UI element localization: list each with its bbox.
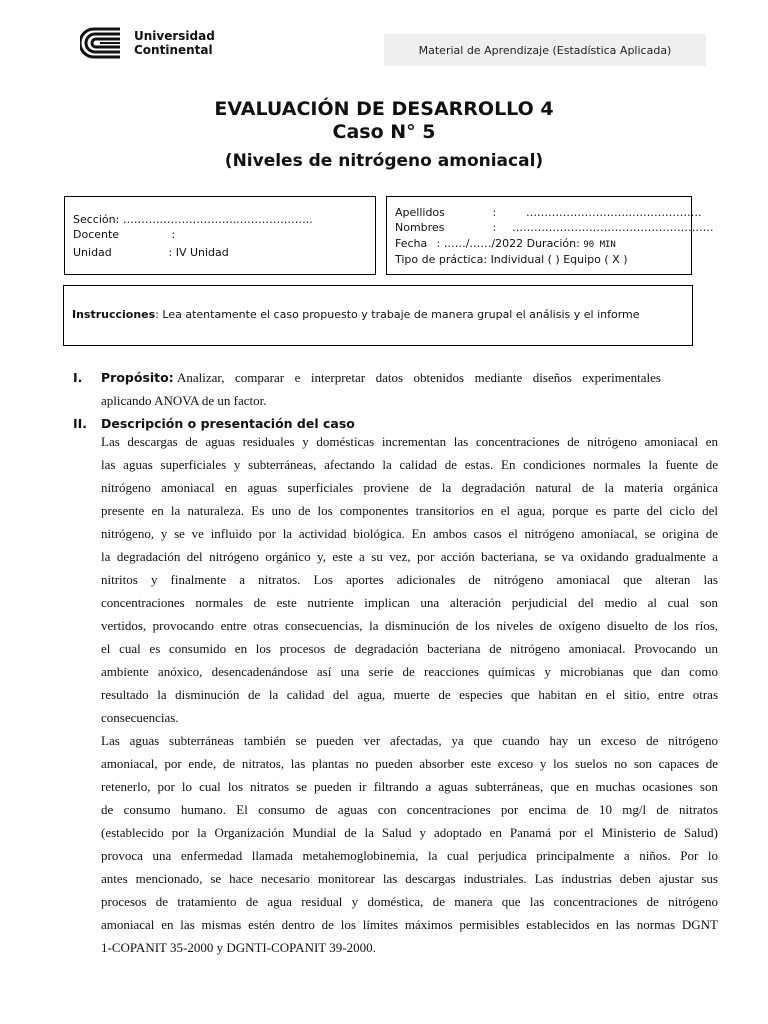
- university-name-line1: Universidad: [134, 29, 215, 43]
- body-line: resultado la disminución de la calidad del agua, muerte de especies que habitan en el sitio, entre otras: [101, 687, 718, 702]
- apellidos-colon: :: [492, 206, 497, 219]
- apellidos-label: Apellidos: [395, 206, 445, 219]
- unidad-value: : IV Unidad: [168, 246, 229, 259]
- unidad-label: Unidad: [73, 246, 112, 259]
- apellidos-row: [395, 206, 702, 219]
- seccion-value: …………………………..………………..: [122, 213, 313, 226]
- body-line: amoniacal en las mismas estén dentro de los límites máximos permisibles establecidos en las normas DGNT: [101, 917, 718, 932]
- university-logo-icon: [80, 26, 128, 60]
- nombres-colon: :: [492, 221, 497, 234]
- fecha-value: : ……/……/2022: [436, 237, 524, 250]
- body-line: amoniacal, por ende, de nitratos, las plantas no pueden absorber este exceso y los suelos no son capaces de: [101, 756, 718, 771]
- purpose-text-line1: Analizar, comparar e interpretar datos obtenidos mediante diseños experimentales: [177, 370, 661, 385]
- body-line: Las descargas de aguas residuales y domésticas incrementan las concentraciones de nitrógeno amoniacal en: [101, 434, 718, 449]
- body-line: nitrógeno amoniacal en aguas superficiales proviene de la degradación natural de la materia orgánica: [101, 480, 718, 495]
- body-line: procesos de tratamiento de agua residual y doméstica, de manera que las concentraciones de nitrógeno: [101, 894, 718, 909]
- docente-label: Docente: [73, 228, 120, 241]
- doc-title: EVALUACIÓN DE DESARROLLO 4: [214, 98, 554, 120]
- section-description-title: Descripción o presentación del caso: [101, 416, 355, 431]
- duracion-value: 90 MIN: [583, 240, 616, 250]
- body-line: 1-COPANIT 35-2000 y DGNTI-COPANIT 39-2000.: [101, 940, 376, 955]
- body-line: nitrógeno, y se ve influido por la actividad biológica. En ambos casos el nitrógeno amoniacal, se origina de: [101, 526, 718, 541]
- material-header: Material de Aprendizaje (Estadística Aplicada): [384, 34, 706, 66]
- section-description-heading: [73, 416, 355, 431]
- body-line: Las aguas subterráneas también se pueden ver afectadas, ya que cuando hay un exceso de nitrógeno: [101, 733, 718, 748]
- section-purpose-number: I.: [73, 370, 83, 385]
- student-info-left-box: [64, 196, 376, 275]
- section-purpose-heading: [73, 370, 174, 385]
- body-line: la degradación del nitrógeno orgánico y, este a su vez, por acción bacteriana, se va oxidando gradualmente a: [101, 549, 718, 564]
- body-line: vertidos, provocando entre otras consecuencias, la disminución de los niveles de oxígeno disuelto de los ríos,: [101, 618, 718, 633]
- docente-value: :: [171, 228, 176, 241]
- instructions-row: [72, 308, 640, 321]
- docente-row: [73, 228, 175, 241]
- duracion-label: Duración:: [526, 237, 580, 250]
- tipo-label: Tipo de práctica:: [395, 253, 488, 266]
- university-name-line2: Continental: [134, 43, 213, 57]
- fecha-row: [395, 237, 616, 250]
- body-line: presente en la naturaleza. Es uno de los componentes transitorios en el agua, porque es parte del ciclo del: [101, 503, 718, 518]
- apellidos-value: ………………………..……………….: [526, 206, 702, 219]
- body-line: el cual es consumido en los procesos de degradación bacteriana de nitrógeno amoniacal. Provocando un: [101, 641, 718, 656]
- body-line: (establecido por la Organización Mundial de la Salud y adoptado en Panamá por el Ministerio de Salud): [101, 825, 718, 840]
- student-info-right-box: [386, 196, 714, 275]
- unidad-row: [73, 246, 229, 259]
- seccion-row: [73, 213, 313, 226]
- body-line: de consumo humano. El consumo de aguas con concentraciones por encima de 10 mg/l de nitratos: [101, 802, 718, 817]
- section-description-number: II.: [73, 416, 88, 431]
- body-line: retenerlo, por lo cual los nitratos se pueden ir filtrando a aguas subterráneas, que en muchas ocasiones son: [101, 779, 718, 794]
- instructions-text: : Lea atentamente el caso propuesto y trabaje de manera grupal el análisis y el informe: [155, 308, 640, 321]
- body-line: consecuencias.: [101, 710, 179, 725]
- instructions-label: Instrucciones: [72, 308, 156, 321]
- nombres-value: ……………………………………………….: [512, 221, 714, 234]
- instructions-box: [63, 285, 693, 346]
- purpose-text-line2: aplicando ANOVA de un factor.: [101, 393, 267, 408]
- section-purpose-title: Propósito:: [101, 370, 174, 385]
- doc-case-number: Caso N° 5: [332, 121, 436, 143]
- body-line: nitritos y finalmente a nitratos. Los aportes adicionales de nitrógeno amoniacal que alteran las: [101, 572, 718, 587]
- tipo-value: Individual ( ) Equipo ( X ): [490, 253, 628, 266]
- doc-subtitle: (Niveles de nitrógeno amoniacal): [224, 151, 544, 171]
- nombres-row: [395, 221, 714, 234]
- tipo-row: [395, 253, 628, 266]
- body-line: ambiente anóxico, desencadenándose así una serie de reacciones químicas y microbianas que dan como: [101, 664, 718, 679]
- fecha-label: Fecha: [395, 237, 428, 250]
- university-name: [134, 29, 215, 57]
- nombres-label: Nombres: [395, 221, 445, 234]
- body-line: antes mencionado, se hace necesario monitorear las descargas industriales. Las industrias deben ajustar sus: [101, 871, 718, 886]
- seccion-label: Sección:: [73, 213, 120, 226]
- university-logo: [80, 25, 220, 61]
- body-line: las aguas superficiales y subterráneas, afectando la calidad de estas. En condiciones normales la fuente de: [101, 457, 718, 472]
- body-line: concentraciones normales de este nutriente implican una alteración perjudicial del medio al cual son: [101, 595, 718, 610]
- body-line: provoca una enfermedad llamada metahemoglobinemia, la cual perjudica principalmente a niños. Por lo: [101, 848, 718, 863]
